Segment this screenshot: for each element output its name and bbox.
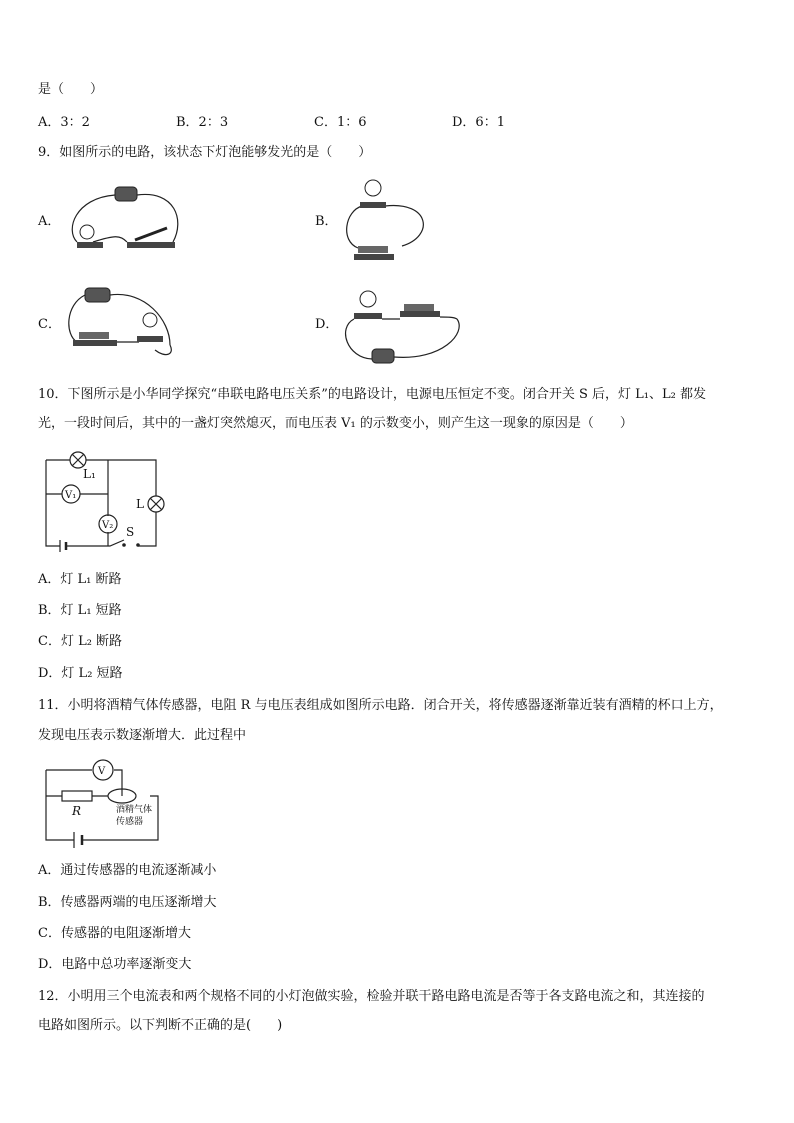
q12-stem-line-1: 12．小明用三个电流表和两个规格不同的小灯泡做实验，检验并联干路电路电流是否等于各支路电流之和，其连接的 <box>38 989 705 1004</box>
label-l: L <box>136 497 144 511</box>
bulb-icon <box>80 225 94 239</box>
bulb-icon <box>365 180 381 196</box>
label-v1: V₁ <box>65 490 77 501</box>
switch-icon <box>400 311 440 317</box>
q9-circuit-a <box>65 180 185 260</box>
q8-option-a: A．3：2 <box>38 115 90 130</box>
switch-icon <box>122 543 126 547</box>
q9-option-d-label: D． <box>315 317 339 332</box>
battery-icon <box>85 288 110 302</box>
q11-option-c: C．传感器的电阻逐渐增大 <box>38 926 191 941</box>
q8-option-c: C．1：6 <box>314 115 367 130</box>
q12-stem-line-2: 电路如图所示。以下判断不正确的是( ) <box>38 1018 283 1033</box>
q8-stem-continuation: 是（ ） <box>38 82 104 97</box>
bulb-icon <box>360 291 376 307</box>
q9-circuit-b <box>340 176 460 266</box>
label-r: R <box>72 804 82 818</box>
q10-option-a: A．灯 L₁ 断路 <box>38 572 122 587</box>
q11-option-b: B．传感器两端的电压逐渐增大 <box>38 895 217 910</box>
q8-option-b: B．2：3 <box>176 115 229 130</box>
q10-option-c: C．灯 L₂ 断路 <box>38 634 123 649</box>
q11-circuit-diagram <box>40 760 162 852</box>
q9-circuit-d <box>342 283 472 368</box>
q10-stem-line-1: 10．下图所示是小华同学探究“串联电路电压关系”的电路设计，电源电压恒定不变。闭合开关 S 后，灯 L₁、L₂ 都发 <box>38 387 706 402</box>
q10-circuit-diagram <box>38 448 168 556</box>
q9-circuit-c <box>65 280 185 365</box>
label-v2: V₂ <box>102 520 114 531</box>
q8-option-d: D．6：1 <box>452 115 505 130</box>
q9-option-c-label: C． <box>38 317 61 332</box>
switch-icon <box>354 254 394 260</box>
bulb-icon <box>143 313 157 327</box>
label-v: V <box>98 766 106 777</box>
q11-option-a: A．通过传感器的电流逐渐减小 <box>38 863 217 878</box>
battery-icon <box>372 349 394 363</box>
switch-icon <box>73 340 117 346</box>
q10-stem-line-2: 光，一段时间后，其中的一盏灯突然熄灭，而电压表 V₁ 的示数变小，则产生这一现象的原因是（ ） <box>38 416 633 431</box>
label-sensor-line1: 酒精气体 <box>116 805 153 815</box>
label-l1: L₁ <box>83 467 96 481</box>
battery-icon <box>115 187 137 201</box>
q10-option-d: D．灯 L₂ 短路 <box>38 666 123 681</box>
q9-stem: 9．如图所示的电路，该状态下灯泡能够发光的是（ ） <box>38 145 372 160</box>
q10-option-b: B．灯 L₁ 短路 <box>38 603 122 618</box>
resistor-icon <box>62 791 92 801</box>
q11-stem-line-1: 11．小明将酒精气体传感器，电阻 R 与电压表组成如图所示电路．闭合开关，将传感器逐渐靠近装有酒精的杯口上方， <box>38 698 723 713</box>
q11-stem-line-2: 发现电压表示数逐渐增大．此过程中 <box>38 728 247 743</box>
switch-icon <box>127 242 175 248</box>
label-s: S <box>126 525 135 539</box>
label-sensor-line2: 传感器 <box>116 817 144 827</box>
q9-option-a-label: A． <box>38 214 61 229</box>
q9-option-b-label: B． <box>315 214 338 229</box>
q11-option-d: D．电路中总功率逐渐变大 <box>38 957 192 972</box>
